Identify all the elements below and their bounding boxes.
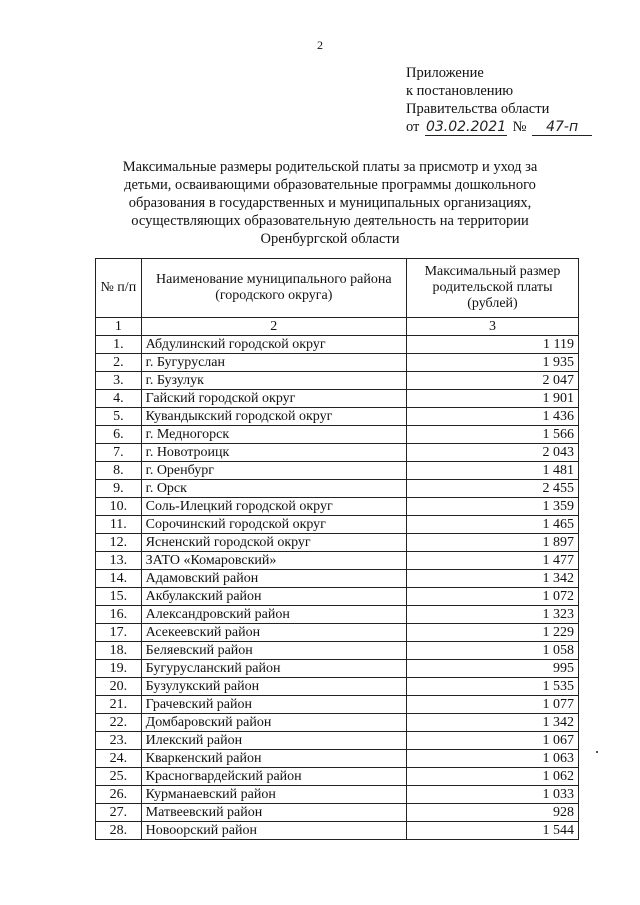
row-value: 2 047 — [406, 372, 578, 390]
row-number: 13. — [96, 552, 142, 570]
row-value: 1 077 — [406, 696, 578, 714]
row-name: Бугурусланский район — [141, 660, 406, 678]
row-value: 1 544 — [406, 822, 578, 840]
table-row — [96, 552, 579, 570]
row-name: Новоорский район — [141, 822, 406, 840]
table-row — [96, 480, 579, 498]
row-number: 7. — [96, 444, 142, 462]
row-name: г. Новотроицк — [141, 444, 406, 462]
row-value: 1 323 — [406, 606, 578, 624]
row-name: Курманаевский район — [141, 786, 406, 804]
row-name: Илекский район — [141, 732, 406, 750]
table-row — [96, 642, 579, 660]
row-value: 1 119 — [406, 336, 578, 354]
table-row — [96, 750, 579, 768]
row-name: Александровский район — [141, 606, 406, 624]
row-value: 1 901 — [406, 390, 578, 408]
row-name: Асекеевский район — [141, 624, 406, 642]
row-name: Соль-Илецкий городской округ — [141, 498, 406, 516]
row-value: 1 342 — [406, 570, 578, 588]
row-name: г. Бугуруслан — [141, 354, 406, 372]
header-num: № п/п — [96, 259, 142, 318]
page-number: 2 — [317, 38, 323, 52]
row-number: 28. — [96, 822, 142, 840]
table-row — [96, 588, 579, 606]
table-row — [96, 534, 579, 552]
appendix-block — [406, 64, 592, 136]
row-name: г. Бузулук — [141, 372, 406, 390]
table-row — [96, 678, 579, 696]
row-number: 19. — [96, 660, 142, 678]
table-row — [96, 498, 579, 516]
table-row — [96, 822, 579, 840]
handwritten-date: 03.02.2021 — [425, 119, 507, 135]
row-name: Домбаровский район — [141, 714, 406, 732]
number-label: № — [512, 119, 527, 135]
table-row — [96, 372, 579, 390]
row-value: 1 897 — [406, 534, 578, 552]
table-row — [96, 660, 579, 678]
row-number: 8. — [96, 462, 142, 480]
table-row — [96, 696, 579, 714]
row-value: 1 535 — [406, 678, 578, 696]
table-row — [96, 570, 579, 588]
row-value: 1 465 — [406, 516, 578, 534]
table-row — [96, 624, 579, 642]
row-number: 5. — [96, 408, 142, 426]
handwritten-number: 47-п — [532, 120, 592, 136]
row-value: 1 058 — [406, 642, 578, 660]
table-row — [96, 336, 579, 354]
table-row — [96, 732, 579, 750]
row-name: Красногвардейский район — [141, 768, 406, 786]
row-number: 26. — [96, 786, 142, 804]
row-value: 1 067 — [406, 732, 578, 750]
row-name: ЗАТО «Комаровский» — [141, 552, 406, 570]
row-name: г. Орск — [141, 480, 406, 498]
row-number: 9. — [96, 480, 142, 498]
row-value: 1 072 — [406, 588, 578, 606]
row-number: 12. — [96, 534, 142, 552]
table-row — [96, 408, 579, 426]
row-number: 23. — [96, 732, 142, 750]
row-value: 2 455 — [406, 480, 578, 498]
row-number: 18. — [96, 642, 142, 660]
scan-speck — [596, 751, 598, 753]
row-value: 1 033 — [406, 786, 578, 804]
row-name: Адамовский район — [141, 570, 406, 588]
row-value: 928 — [406, 804, 578, 822]
table-row — [96, 768, 579, 786]
appendix-line-1: Приложение — [406, 65, 484, 81]
row-number: 20. — [96, 678, 142, 696]
row-value: 1 359 — [406, 498, 578, 516]
row-number: 11. — [96, 516, 142, 534]
table-row — [96, 426, 579, 444]
table-row — [96, 606, 579, 624]
table-row — [96, 804, 579, 822]
row-number: 21. — [96, 696, 142, 714]
row-number: 6. — [96, 426, 142, 444]
row-value: 1 477 — [406, 552, 578, 570]
row-number: 2. — [96, 354, 142, 372]
header-name: Наименование муниципального района (городского округа) — [141, 259, 406, 318]
row-value: 1 342 — [406, 714, 578, 732]
table-row — [96, 354, 579, 372]
table-row — [96, 444, 579, 462]
row-name: Матвеевский район — [141, 804, 406, 822]
row-number: 25. — [96, 768, 142, 786]
row-number: 3. — [96, 372, 142, 390]
column-number: 2 — [141, 318, 406, 336]
row-value: 1 436 — [406, 408, 578, 426]
row-value: 1 229 — [406, 624, 578, 642]
table-body — [96, 318, 579, 840]
row-value: 1 935 — [406, 354, 578, 372]
row-number: 15. — [96, 588, 142, 606]
column-numbers-row — [96, 318, 579, 336]
column-number: 3 — [406, 318, 578, 336]
row-value: 995 — [406, 660, 578, 678]
row-name: г. Медногорск — [141, 426, 406, 444]
table-row — [96, 462, 579, 480]
appendix-date-line — [406, 118, 592, 136]
row-number: 22. — [96, 714, 142, 732]
row-number: 10. — [96, 498, 142, 516]
row-value: 1 566 — [406, 426, 578, 444]
row-value: 1 062 — [406, 768, 578, 786]
appendix-line-3: Правительства области — [406, 101, 550, 117]
row-value: 2 043 — [406, 444, 578, 462]
row-name: Сорочинский городской округ — [141, 516, 406, 534]
row-number: 1. — [96, 336, 142, 354]
rates-table — [95, 258, 579, 840]
column-number: 1 — [96, 318, 142, 336]
row-name: Ясненский городской округ — [141, 534, 406, 552]
row-name: Грачевский район — [141, 696, 406, 714]
row-name: Бузулукский район — [141, 678, 406, 696]
table-row — [96, 714, 579, 732]
row-name: г. Оренбург — [141, 462, 406, 480]
row-value: 1 063 — [406, 750, 578, 768]
row-number: 16. — [96, 606, 142, 624]
row-number: 14. — [96, 570, 142, 588]
table-row — [96, 786, 579, 804]
row-value: 1 481 — [406, 462, 578, 480]
table-row — [96, 516, 579, 534]
row-name: Абдулинский городской округ — [141, 336, 406, 354]
row-name: Кваркенский район — [141, 750, 406, 768]
row-name: Беляевский район — [141, 642, 406, 660]
row-number: 17. — [96, 624, 142, 642]
row-name: Акбулакский район — [141, 588, 406, 606]
appendix-line-2: к постановлению — [406, 83, 514, 99]
table-row — [96, 390, 579, 408]
row-name: Гайский городской округ — [141, 390, 406, 408]
row-name: Кувандыкский городской округ — [141, 408, 406, 426]
table-header-row — [96, 259, 579, 318]
document-title: Максимальные размеры родительской платы за присмотр и уход за детьми, осваивающими образовательные программы дошкольного образования в государственных и муниципальных организациях, осуществляющих образовательную деятельность на территории Оренбургской области — [122, 159, 538, 247]
row-number: 27. — [96, 804, 142, 822]
header-value: Максимальный размер родительской платы (рублей) — [406, 259, 578, 318]
row-number: 4. — [96, 390, 142, 408]
from-label: от — [406, 119, 420, 135]
row-number: 24. — [96, 750, 142, 768]
